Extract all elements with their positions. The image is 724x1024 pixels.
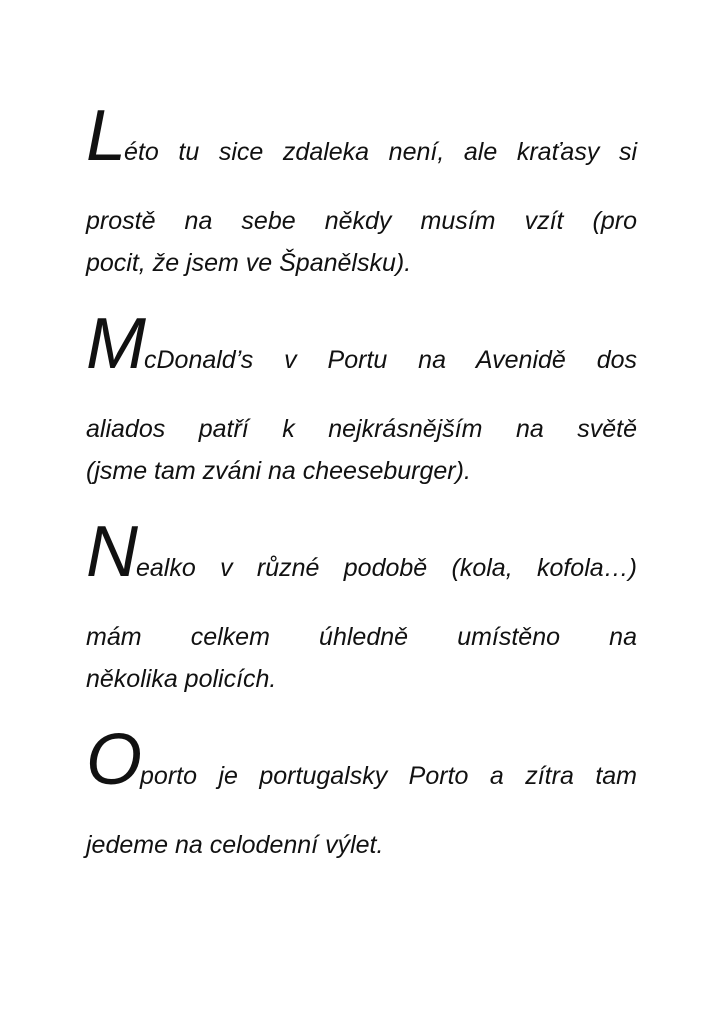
line-text: cDonald’s v Portu na Avenidě dos: [143, 346, 637, 374]
line-text: ealko v různé podobě (kola, kofola…): [136, 554, 637, 582]
paragraph-line: aliados patří k nejkrásnějším na světě: [86, 415, 637, 443]
paragraph-line: mám celkem úhledně umístěno na: [86, 623, 637, 651]
paragraph-line: prostě na sebe někdy musím vzít (pro: [86, 207, 637, 235]
paragraph-line: pocit, že jsem ve Španělsku).: [86, 249, 412, 277]
drop-initial: O: [86, 720, 141, 800]
paragraph-line: (jsme tam zváni na cheeseburger).: [86, 457, 471, 485]
paragraph-line: [86, 96, 637, 190]
paragraph-line: několika policích.: [86, 665, 277, 693]
paragraph-line: [86, 512, 637, 606]
paragraph-line: jedeme na celodenní výlet.: [86, 831, 384, 859]
drop-initial: M: [86, 304, 144, 384]
paragraph-line: [86, 304, 637, 398]
line-text: éto tu sice zdaleka není, ale kraťasy si: [124, 138, 637, 166]
drop-initial: L: [86, 96, 125, 176]
line-text: porto je portugalsky Porto a zítra tam: [140, 762, 637, 790]
paragraph-line: [86, 720, 637, 814]
drop-initial: N: [86, 512, 136, 592]
